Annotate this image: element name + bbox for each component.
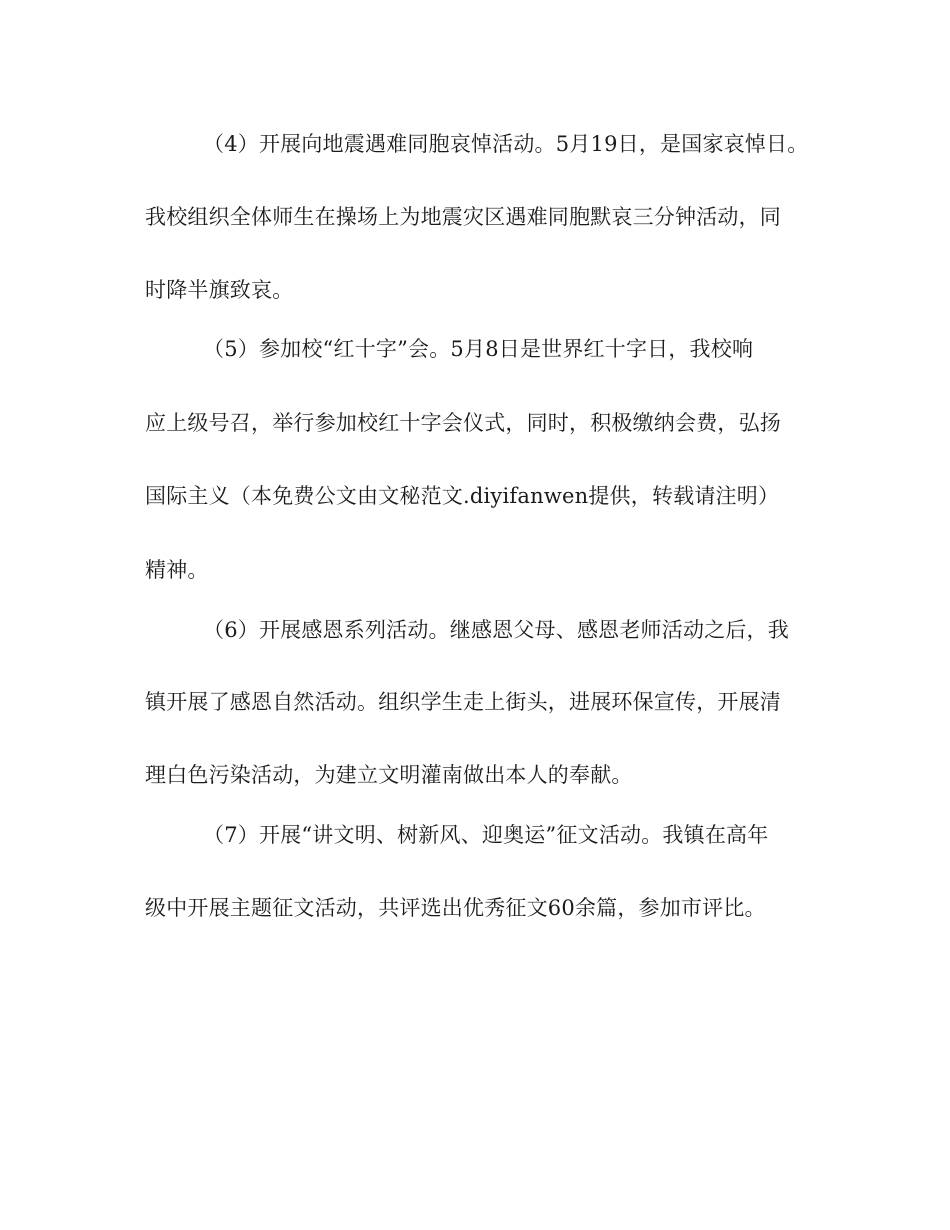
paragraph-line: 应上级号召，举行参加校红十字会仪式，同时，积极缴纳会费，弘扬 (145, 411, 781, 435)
paragraph-line: 理白色污染活动，为建立文明灌南做出本人的奉献。 (145, 763, 633, 787)
paragraph-line: （5）参加校“红十字”会。5月8日是世界红十字日，我校响 (203, 337, 754, 361)
paragraph-line: （7）开展“讲文明、树新风、迎奥运”征文活动。我镇在高年 (203, 823, 769, 847)
paragraph-line: 精神。 (145, 558, 209, 582)
paragraph-line: 国际主义（本免费公文由文秘范文.diyifanwen提供，转载请注明） (145, 484, 780, 508)
paragraph-line: 镇开展了感恩自然活动。组织学生走上街头，进展环保宣传，开展清 (145, 690, 781, 714)
paragraph-line: （6）开展感恩系列活动。继感恩父母、感恩老师活动之后，我 (203, 618, 789, 642)
paragraph-line: 我校组织全体师生在操场上为地震灾区遇难同胞默哀三分钟活动，同 (145, 205, 781, 229)
paragraph-line: 时降半旗致哀。 (145, 278, 294, 302)
paragraph-line: 级中开展主题征文活动，共评选出优秀征文60余篇，参加市评比。 (145, 896, 766, 920)
paragraph-line: （4）开展向地震遇难同胞哀悼活动。5月19日，是国家哀悼日。 (203, 132, 809, 156)
